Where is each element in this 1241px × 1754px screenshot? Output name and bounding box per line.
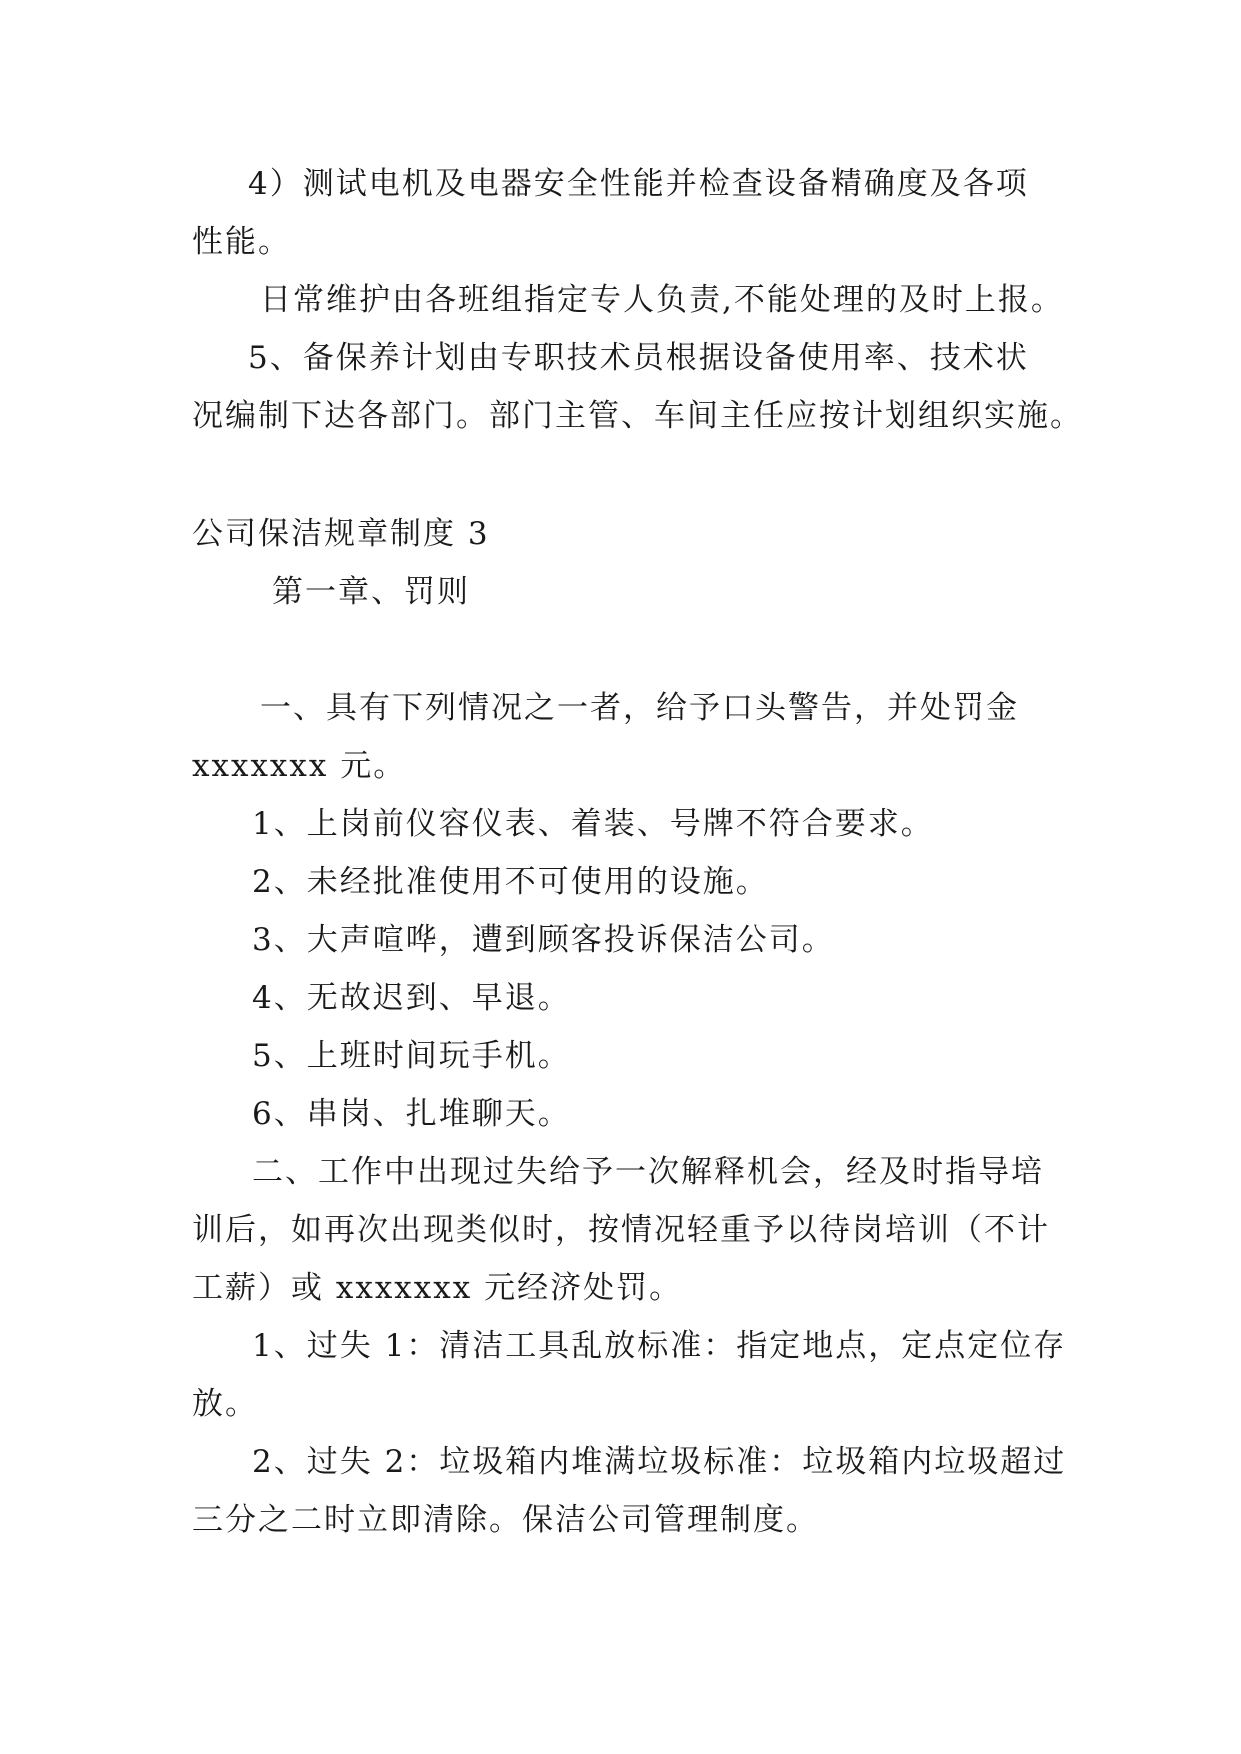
- paragraph-line: 一、具有下列情况之一者，给予口头警告，并处罚金: [260, 690, 1019, 726]
- list-item: 6、串岗、扎堆聊天。: [252, 1096, 571, 1132]
- list-item: 3、大声喧哗，遭到顾客投诉保洁公司。: [252, 922, 835, 958]
- chapter-heading: 第一章、罚则: [272, 574, 470, 610]
- paragraph-line: 性能。: [192, 224, 291, 260]
- list-item: 2、过失 2：垃圾箱内堆满垃圾标准：垃圾箱内垃圾超过: [252, 1444, 1067, 1480]
- list-item: 4、无故迟到、早退。: [252, 980, 571, 1016]
- list-item: 5、上班时间玩手机。: [252, 1038, 571, 1074]
- paragraph-line: xxxxxxx 元。: [192, 748, 407, 784]
- list-item: 1、上岗前仪容仪表、着装、号牌不符合要求。: [252, 806, 934, 842]
- paragraph-line: 况编制下达各部门。部门主管、车间主任应按计划组织实施。: [192, 398, 1083, 434]
- paragraph-line: 三分之二时立即清除。保洁公司管理制度。: [192, 1502, 819, 1538]
- list-item: 2、未经批准使用不可使用的设施。: [252, 864, 769, 900]
- list-item: 1、过失 1：清洁工具乱放标准：指定地点，定点定位存: [252, 1328, 1067, 1364]
- section-title: 公司保洁规章制度 3: [192, 516, 490, 552]
- paragraph-line: 放。: [192, 1386, 258, 1422]
- paragraph-line: 日常维护由各班组指定专人负责,不能处理的及时上报。: [260, 282, 1064, 318]
- paragraph-line: 工薪）或 xxxxxxx 元经济处罚。: [192, 1270, 683, 1306]
- paragraph-line: 4）测试电机及电器安全性能并检查设备精确度及各项: [248, 166, 1029, 202]
- paragraph-line: 5、备保养计划由专职技术员根据设备使用率、技术状: [248, 340, 1029, 376]
- paragraph-line: 二、工作中出现过失给予一次解释机会，经及时指导培: [252, 1154, 1044, 1190]
- paragraph-line: 训后，如再次出现类似时，按情况轻重予以待岗培训（不计: [192, 1212, 1050, 1248]
